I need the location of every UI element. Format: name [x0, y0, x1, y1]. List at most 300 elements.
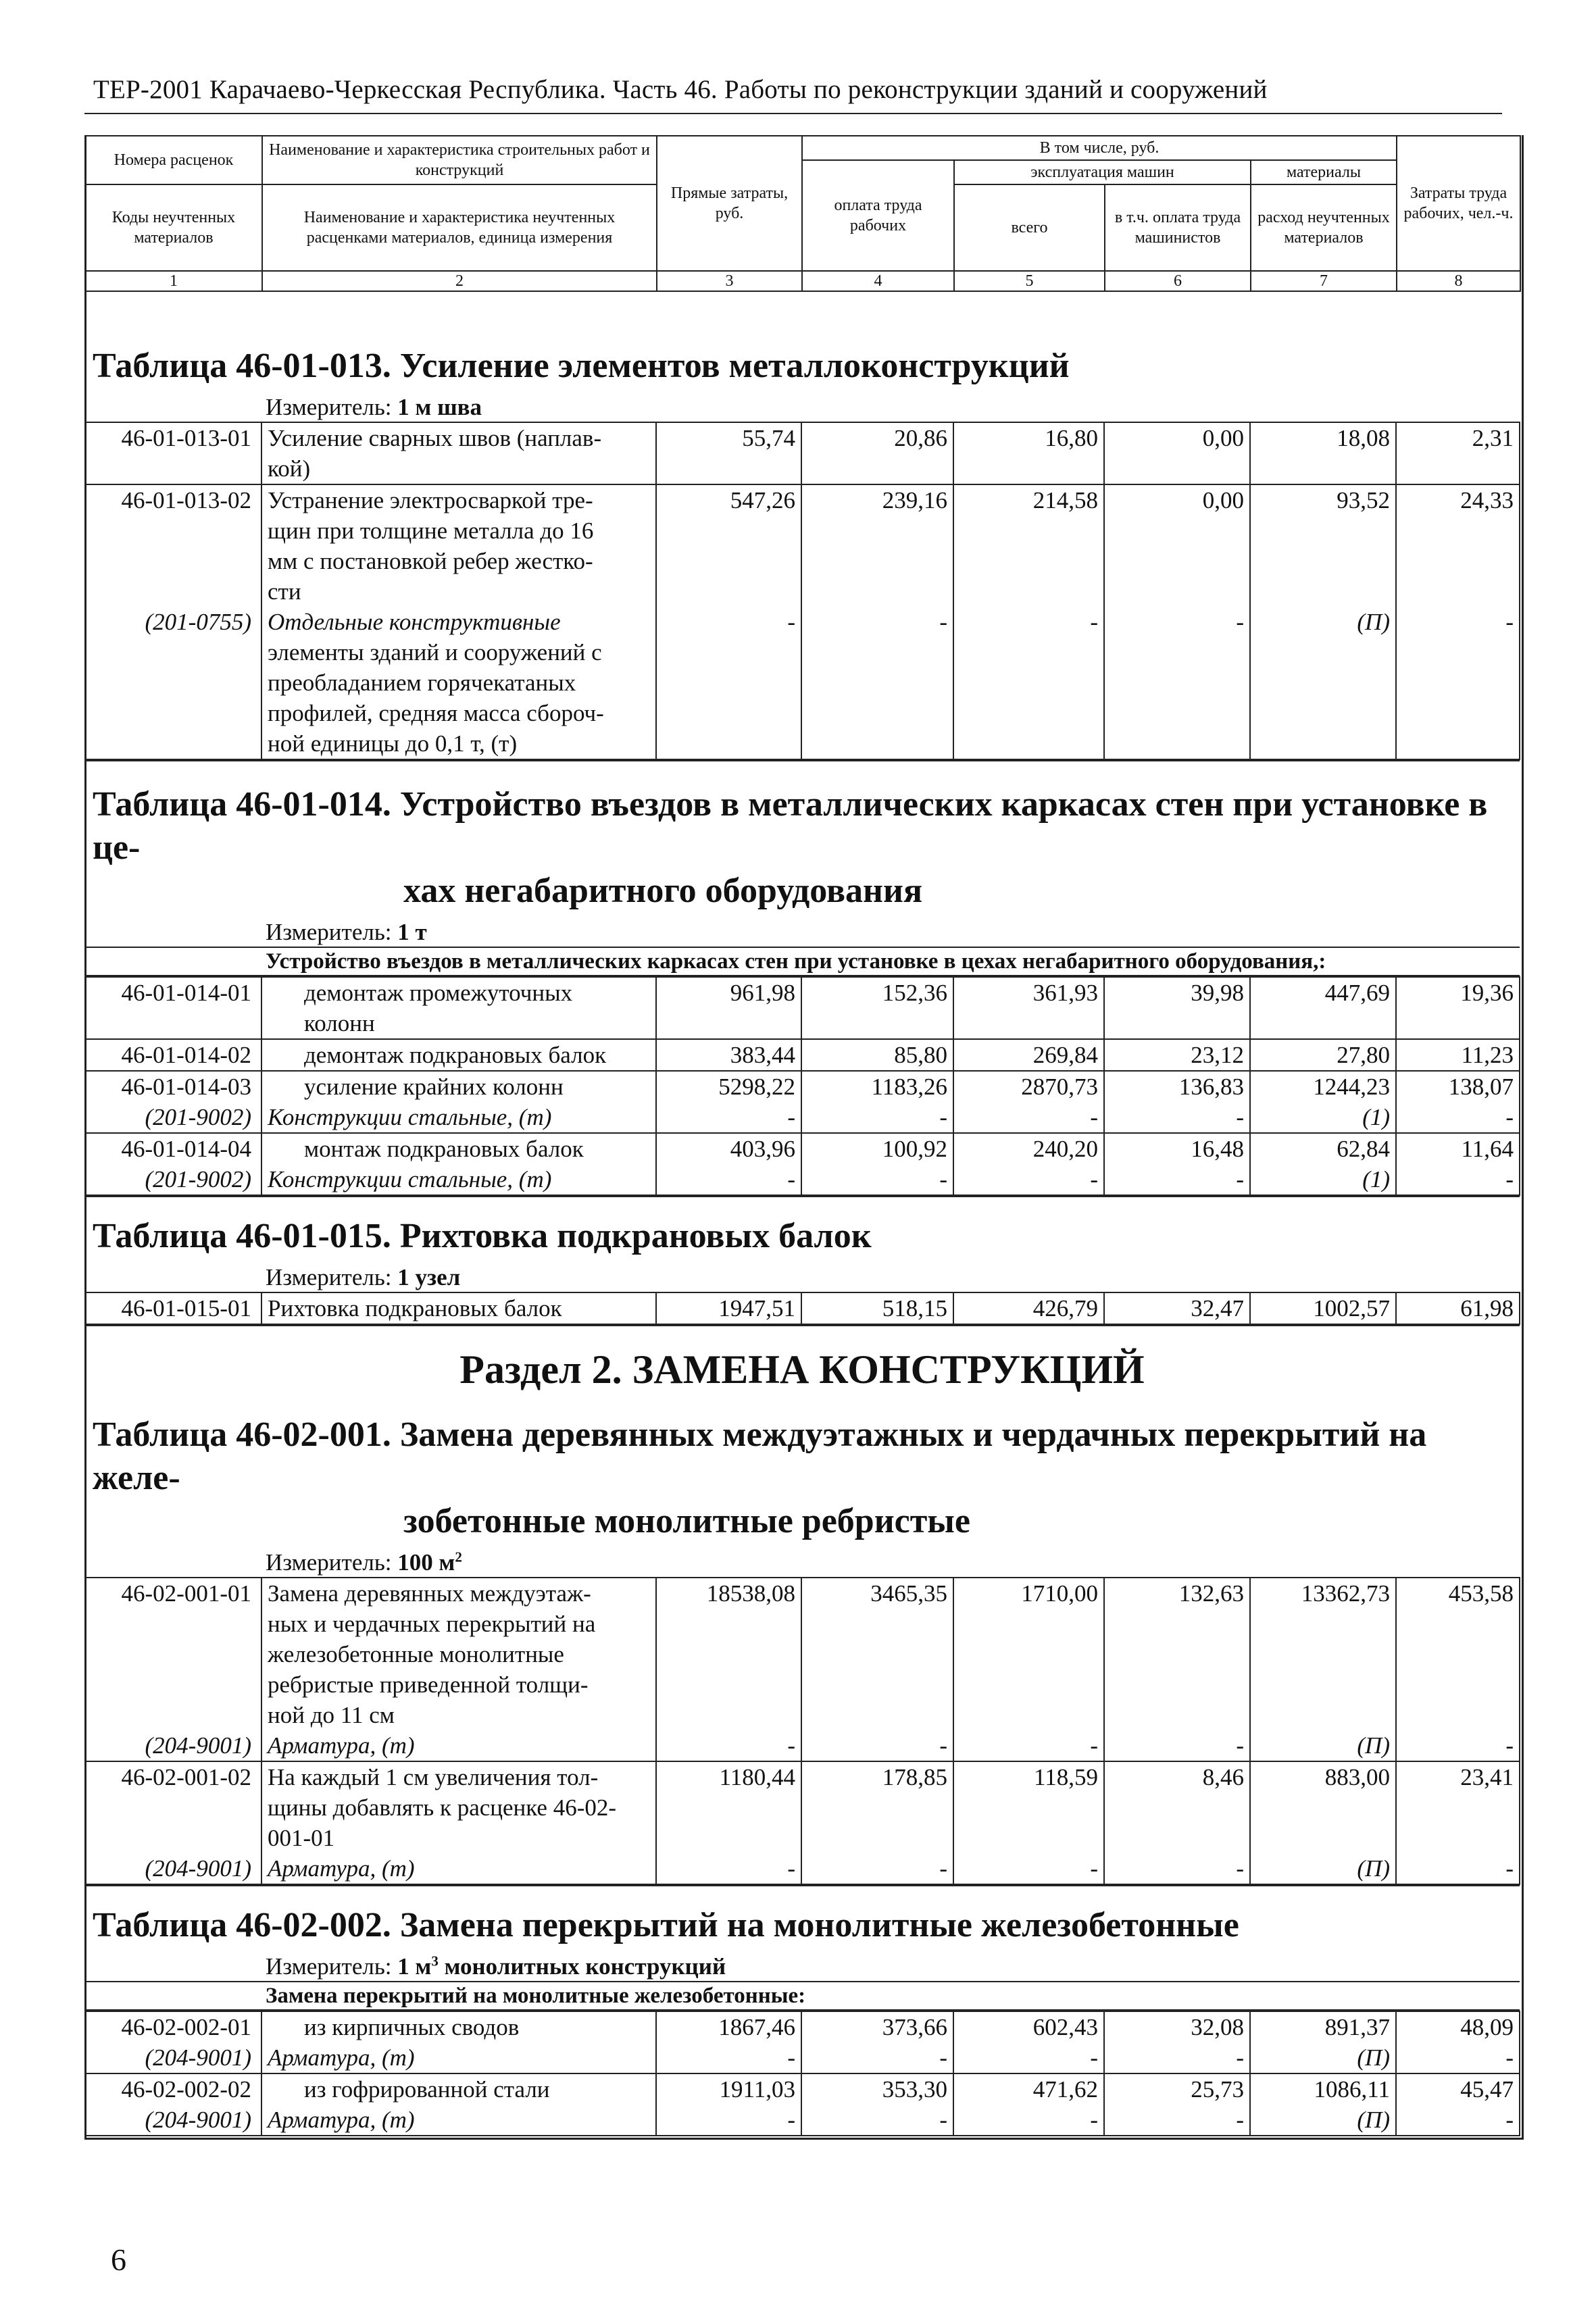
cost-value: - [656, 1102, 801, 1133]
cost-value [1396, 728, 1520, 759]
rate-code: (201-9002) [84, 1164, 261, 1195]
table-title [84, 778, 1520, 918]
col-materials-names: Наименование и характеристика неучтенных расценками материалов, единица измерения [262, 184, 657, 271]
cost-value [801, 1792, 953, 1823]
cost-value [1396, 1008, 1520, 1039]
cost-value: 85,80 [801, 1039, 953, 1071]
cost-value: 32,08 [1104, 2011, 1250, 2042]
cost-value: (П) [1250, 2042, 1396, 2073]
cost-value [656, 515, 801, 546]
rate-code [84, 1700, 261, 1730]
cost-value: 1086,11 [1250, 2073, 1396, 2105]
work-name: элементы зданий и сооружений с [261, 637, 656, 668]
cost-value [953, 576, 1104, 607]
work-name: Арматура, (т) [261, 1730, 656, 1761]
cost-value [801, 453, 953, 484]
cost-value [1104, 1609, 1250, 1639]
measure-line [84, 393, 1520, 422]
cost-value: - [1396, 1164, 1520, 1195]
cost-value: - [801, 1730, 953, 1761]
material-row [84, 1102, 1520, 1133]
work-name: Конструкции стальные, (т) [261, 1164, 656, 1195]
rate-row [84, 422, 1520, 453]
col-labor: Затраты труда рабочих, чел.-ч. [1397, 136, 1520, 271]
col-machines: эксплуатация машин [954, 160, 1251, 184]
cost-value [801, 637, 953, 668]
cost-value [1250, 546, 1396, 576]
rate-row [84, 977, 1520, 1008]
work-name: Арматура, (т) [261, 2105, 656, 2136]
rate-row [84, 1639, 1520, 1669]
measure-line [84, 1549, 1520, 1577]
cost-value: 1911,03 [656, 2073, 801, 2105]
cost-value: - [1396, 607, 1520, 637]
cost-value: 8,46 [1104, 1761, 1250, 1792]
cost-value [1396, 1609, 1520, 1639]
cost-value: 178,85 [801, 1761, 953, 1792]
work-name: Устранение электросваркой тре- [261, 484, 656, 515]
cost-value: - [801, 607, 953, 637]
cost-value [1250, 698, 1396, 728]
measure-line [84, 1953, 1520, 1981]
work-name: ной до 11 см [261, 1700, 656, 1730]
rate-code: 46-02-002-02 [84, 2073, 261, 2105]
cost-value [1104, 453, 1250, 484]
col-name-header: Наименование и характеристика строительных работ и конструкций [262, 136, 657, 184]
cost-value: - [1396, 2042, 1520, 2073]
rate-row [84, 1609, 1520, 1639]
work-name: преобладанием горячекатаных [261, 668, 656, 698]
table-title-line: Таблица 46-02-001. Замена деревянных междуэтажных и чердачных перекрытий на желе- [93, 1415, 1427, 1497]
col-direct-costs: Прямые затраты, руб. [657, 136, 802, 271]
cost-value: - [801, 1853, 953, 1884]
work-name: мм с постановкой ребер жестко- [261, 546, 656, 576]
cost-value [953, 1792, 1104, 1823]
work-name: профилей, средняя масса сбороч- [261, 698, 656, 728]
cost-value: 373,66 [801, 2011, 953, 2042]
cost-value: 2,31 [1396, 422, 1520, 453]
cost-value [953, 1609, 1104, 1639]
measure-unit: 1 узел [397, 1264, 461, 1290]
measure-label: Измеритель: [266, 1953, 392, 1980]
col-codes-header: Номера расценок [85, 136, 262, 184]
cost-value: - [801, 1102, 953, 1133]
rate-row [84, 546, 1520, 576]
rate-code: 46-01-014-02 [84, 1039, 261, 1071]
cost-value: - [1396, 1730, 1520, 1761]
cost-value [1396, 576, 1520, 607]
cost-value: 518,15 [801, 1292, 953, 1324]
cost-value: 136,83 [1104, 1071, 1250, 1102]
cost-value [656, 1008, 801, 1039]
cost-value: (П) [1250, 1730, 1396, 1761]
col-num: 5 [954, 271, 1105, 291]
rate-code [84, 515, 261, 546]
table-title-line: Таблица 46-01-014. Устройство въездов в металлических каркасах стен при установке в це- [93, 785, 1488, 867]
cost-value [656, 698, 801, 728]
cost-value: 27,80 [1250, 1039, 1396, 1071]
work-name: ных и чердачных перекрытий на [261, 1609, 656, 1639]
cost-value: 18,08 [1250, 422, 1396, 453]
cost-value [1104, 546, 1250, 576]
material-row [84, 2105, 1520, 2136]
cost-value: - [1104, 1730, 1250, 1761]
cost-value: - [953, 1853, 1104, 1884]
cost-value [1250, 453, 1396, 484]
rate-row [84, 1700, 1520, 1730]
cost-value [1104, 728, 1250, 759]
cost-value: 55,74 [656, 422, 801, 453]
cost-value [953, 546, 1104, 576]
table-title: Таблица 46-01-013. Усиление элементов металлоконструкций [93, 347, 1070, 385]
work-name: колонн [261, 1008, 656, 1039]
cost-value [1396, 453, 1520, 484]
rate-row [84, 1823, 1520, 1853]
cost-value: 1244,23 [1250, 1071, 1396, 1102]
cost-value: 240,20 [953, 1133, 1104, 1164]
work-name: Рихтовка подкрановых балок [261, 1292, 656, 1324]
cost-value [656, 453, 801, 484]
cost-value: 18538,08 [656, 1578, 801, 1609]
cost-value: - [656, 1853, 801, 1884]
cost-value: 2870,73 [953, 1071, 1104, 1102]
cost-value: 403,96 [656, 1133, 801, 1164]
material-row [84, 607, 1520, 637]
cost-value [1396, 1823, 1520, 1853]
cost-value [1104, 1700, 1250, 1730]
table-title-line: зобетонные монолитные ребристые [403, 1502, 970, 1540]
work-name: из кирпичных сводов [261, 2011, 656, 2042]
cost-value: 45,47 [1396, 2073, 1520, 2105]
cost-value [656, 546, 801, 576]
cost-value: 1183,26 [801, 1071, 953, 1102]
col-machines-total: всего [954, 184, 1105, 271]
cost-value: 62,84 [1250, 1133, 1396, 1164]
cost-value [1396, 668, 1520, 698]
cost-value [953, 453, 1104, 484]
cost-value: 383,44 [656, 1039, 801, 1071]
cost-value [953, 1669, 1104, 1700]
cost-value [1250, 1700, 1396, 1730]
cost-value: - [656, 607, 801, 637]
cost-value [1250, 1008, 1396, 1039]
measure-label: Измеритель: [266, 1549, 392, 1576]
cost-value: 3465,35 [801, 1578, 953, 1609]
cost-value: - [801, 2042, 953, 2073]
cost-value: 1180,44 [656, 1761, 801, 1792]
cost-value: 32,47 [1104, 1292, 1250, 1324]
col-num: 2 [262, 271, 657, 291]
rate-code [84, 728, 261, 759]
rates-table [84, 976, 1520, 1196]
cost-value: 0,00 [1104, 422, 1250, 453]
cost-value [953, 1639, 1104, 1669]
cost-value [1396, 546, 1520, 576]
cost-value: 1947,51 [656, 1292, 801, 1324]
cost-value: 16,80 [953, 422, 1104, 453]
cost-value [1250, 1639, 1396, 1669]
cost-value [1250, 637, 1396, 668]
rate-code [84, 1609, 261, 1639]
cost-value: - [953, 2042, 1104, 2073]
cost-value [1104, 668, 1250, 698]
measure-label: Измеритель: [266, 919, 392, 945]
cost-value: 11,64 [1396, 1133, 1520, 1164]
cost-value: 883,00 [1250, 1761, 1396, 1792]
cost-value [1104, 576, 1250, 607]
cost-value [953, 1008, 1104, 1039]
cost-value [1250, 1609, 1396, 1639]
cost-value: - [801, 1164, 953, 1195]
rate-code: 46-01-014-04 [84, 1133, 261, 1164]
cost-value [1396, 698, 1520, 728]
cost-value [656, 1639, 801, 1669]
cost-value: 453,58 [1396, 1578, 1520, 1609]
cost-value [1104, 698, 1250, 728]
rate-code: 46-01-013-02 [84, 484, 261, 515]
cost-value [801, 1639, 953, 1669]
work-name: из гофрированной стали [261, 2073, 656, 2105]
col-num: 1 [85, 271, 262, 291]
cost-value: 138,07 [1396, 1071, 1520, 1102]
cost-value [656, 728, 801, 759]
cost-value [1104, 515, 1250, 546]
cost-value: 5298,22 [656, 1071, 801, 1102]
rate-row [84, 1669, 1520, 1700]
rate-code: 46-01-014-01 [84, 977, 261, 1008]
table-body [84, 323, 1520, 2136]
rate-code [84, 1008, 261, 1039]
cost-value [953, 1823, 1104, 1853]
col-num: 8 [1397, 271, 1520, 291]
cost-value [1396, 1669, 1520, 1700]
cost-value [801, 1609, 953, 1639]
work-name: Замена деревянных междуэтаж- [261, 1578, 656, 1609]
rate-code: 46-01-015-01 [84, 1292, 261, 1324]
cost-value [953, 728, 1104, 759]
cost-value: - [1396, 2105, 1520, 2136]
cost-value: 16,48 [1104, 1133, 1250, 1164]
cost-value: 891,37 [1250, 2011, 1396, 2042]
cost-value: - [1104, 2042, 1250, 2073]
work-name: демонтаж подкрановых балок [261, 1039, 656, 1071]
cost-value: 269,84 [953, 1039, 1104, 1071]
cost-value [801, 1823, 953, 1853]
cost-value: 25,73 [1104, 2073, 1250, 2105]
cost-value: 93,52 [1250, 484, 1396, 515]
cost-value: - [953, 1730, 1104, 1761]
rate-code [84, 637, 261, 668]
cost-value [801, 1669, 953, 1700]
rate-code: (201-9002) [145, 1104, 251, 1130]
measure-unit: 1 т [397, 919, 427, 945]
rate-code: 46-01-014-03 [84, 1071, 261, 1102]
group-heading: Устройство въездов в металлических каркасах стен при установке в цехах негабаритного оборудования,: [84, 947, 1520, 976]
rate-code [84, 668, 261, 698]
cost-value: (1) [1250, 1102, 1396, 1133]
col-num: 6 [1105, 271, 1251, 291]
cost-value: 23,12 [1104, 1039, 1250, 1071]
cost-value [953, 668, 1104, 698]
cost-value: 11,23 [1396, 1039, 1520, 1071]
cost-value: - [1104, 607, 1250, 637]
cost-value [801, 698, 953, 728]
section-heading: Раздел 2. ЗАМЕНА КОНСТРУКЦИЙ [459, 1347, 1145, 1392]
cost-value: - [1396, 1102, 1520, 1133]
col-num: 7 [1251, 271, 1397, 291]
rate-code [84, 698, 261, 728]
col-wages: оплата труда рабочих [802, 160, 954, 271]
table-title: Таблица 46-02-002. Замена перекрытий на монолитные железобетонные [93, 1906, 1239, 1944]
cost-value: (П) [1250, 2105, 1396, 2136]
cost-value: (1) [1250, 1164, 1396, 1195]
cost-value: - [1104, 1102, 1250, 1133]
col-materials-codes: Коды неучтенных материалов [85, 184, 262, 271]
cost-value: 602,43 [953, 2011, 1104, 2042]
cost-value: - [656, 2105, 801, 2136]
group-heading: Замена перекрытий на монолитные железобетонные: [84, 1981, 1520, 2011]
cost-value: 13362,73 [1250, 1578, 1396, 1609]
rate-row [84, 1578, 1520, 1609]
work-name: щины добавлять к расценке 46-02- [261, 1792, 656, 1823]
running-header: ТЕР-2001 Карачаево-Черкесская Республика. Часть 46. Работы по реконструкции зданий и сооружений [93, 75, 1268, 104]
cost-value [1250, 1792, 1396, 1823]
cost-value: - [1104, 2105, 1250, 2136]
cost-value: 100,92 [801, 1133, 953, 1164]
rates-table [84, 422, 1520, 760]
cost-value [801, 728, 953, 759]
rate-code: (204-9001) [145, 2044, 251, 2071]
cost-value: - [656, 1164, 801, 1195]
cost-value [801, 576, 953, 607]
cost-value: 353,30 [801, 2073, 953, 2105]
work-name: кой) [261, 453, 656, 484]
work-name: Конструкции стальные, (т) [261, 1102, 656, 1133]
work-name: Усиление сварных швов (наплав- [261, 422, 656, 453]
cost-value [801, 668, 953, 698]
work-name: монтаж подкрановых балок [261, 1133, 656, 1164]
cost-value: - [801, 2105, 953, 2136]
rate-code: (204-9001) [145, 1732, 251, 1759]
rate-code: (201-0755) [145, 609, 251, 635]
rate-row [84, 576, 1520, 607]
cost-value [656, 1792, 801, 1823]
cost-value [801, 515, 953, 546]
cost-value: 39,98 [1104, 977, 1250, 1008]
cost-value [801, 1700, 953, 1730]
cost-value: - [953, 607, 1104, 637]
cost-value [1104, 1792, 1250, 1823]
cost-value [953, 637, 1104, 668]
rate-row [84, 2073, 1520, 2105]
table-title-line: хах негабаритного оборудования [403, 872, 923, 910]
rate-code: (204-9001) [84, 1853, 261, 1884]
cost-value: - [1104, 1853, 1250, 1884]
rates-table [84, 2011, 1520, 2136]
measure-line [84, 918, 1520, 947]
cost-value: 1867,46 [656, 2011, 801, 2042]
cost-value: 1002,57 [1250, 1292, 1396, 1324]
cost-value [656, 1609, 801, 1639]
rate-row [84, 2011, 1520, 2042]
cost-value [953, 515, 1104, 546]
rate-code: (204-9001) [84, 2105, 261, 2136]
cost-value [1396, 637, 1520, 668]
rate-row [84, 1761, 1520, 1792]
work-name: 001-01 [261, 1823, 656, 1853]
cost-value: 48,09 [1396, 2011, 1520, 2042]
cost-value: 0,00 [1104, 484, 1250, 515]
col-including: В том числе, руб. [802, 136, 1397, 160]
rate-row [84, 1039, 1520, 1071]
cost-value: 19,36 [1396, 977, 1520, 1008]
cost-value: - [1396, 1853, 1520, 1884]
cost-value: - [953, 1164, 1104, 1195]
material-row [84, 2042, 1520, 2073]
cost-value [1396, 1792, 1520, 1823]
measure-label: Измеритель: [266, 394, 392, 420]
rates-table [84, 1292, 1520, 1325]
rate-row [84, 484, 1520, 515]
rate-row [84, 698, 1520, 728]
rate-code: 46-02-002-01 [84, 2011, 261, 2042]
rate-row [84, 1133, 1520, 1164]
cost-value: - [953, 1102, 1104, 1133]
rate-code [84, 576, 261, 607]
cost-value [656, 1669, 801, 1700]
cost-value: 1710,00 [953, 1578, 1104, 1609]
work-name: Отдельные конструктивные [261, 607, 656, 637]
col-num: 4 [802, 271, 954, 291]
cost-value: 118,59 [953, 1761, 1104, 1792]
cost-value [1396, 1700, 1520, 1730]
work-name: щин при толщине металла до 16 [261, 515, 656, 546]
cost-value: 471,62 [953, 2073, 1104, 2105]
page-number: 6 [111, 2242, 126, 2277]
cost-value: 20,86 [801, 422, 953, 453]
work-name: железобетонные монолитные [261, 1639, 656, 1669]
cost-value [1104, 1639, 1250, 1669]
cost-value [801, 546, 953, 576]
work-name: Арматура, (т) [261, 1853, 656, 1884]
rate-row [84, 637, 1520, 668]
cost-value: - [1104, 1164, 1250, 1195]
rate-row [84, 728, 1520, 759]
cost-value: 426,79 [953, 1292, 1104, 1324]
col-operator-wages: в т.ч. оплата труда машинистов [1105, 184, 1251, 271]
rate-code [84, 1669, 261, 1700]
cost-value: (П) [1250, 1853, 1396, 1884]
cost-value: - [656, 2042, 801, 2073]
column-header [84, 135, 1521, 292]
cost-value [801, 1008, 953, 1039]
rate-code [84, 1823, 261, 1853]
cost-value [1250, 1669, 1396, 1700]
rates-table [84, 1577, 1520, 1885]
cost-value: 447,69 [1250, 977, 1396, 1008]
cost-value [656, 1823, 801, 1853]
rate-row [84, 515, 1520, 546]
work-name: Арматура, (т) [261, 2042, 656, 2073]
cost-value: - [953, 2105, 1104, 2136]
rate-code: 46-01-013-01 [84, 422, 261, 453]
measure-label: Измеритель: [266, 1264, 392, 1290]
table-title [84, 1407, 1520, 1549]
measure-line [84, 1263, 1520, 1292]
cost-value [1396, 1639, 1520, 1669]
cost-value: 361,93 [953, 977, 1104, 1008]
cost-value: 547,26 [656, 484, 801, 515]
